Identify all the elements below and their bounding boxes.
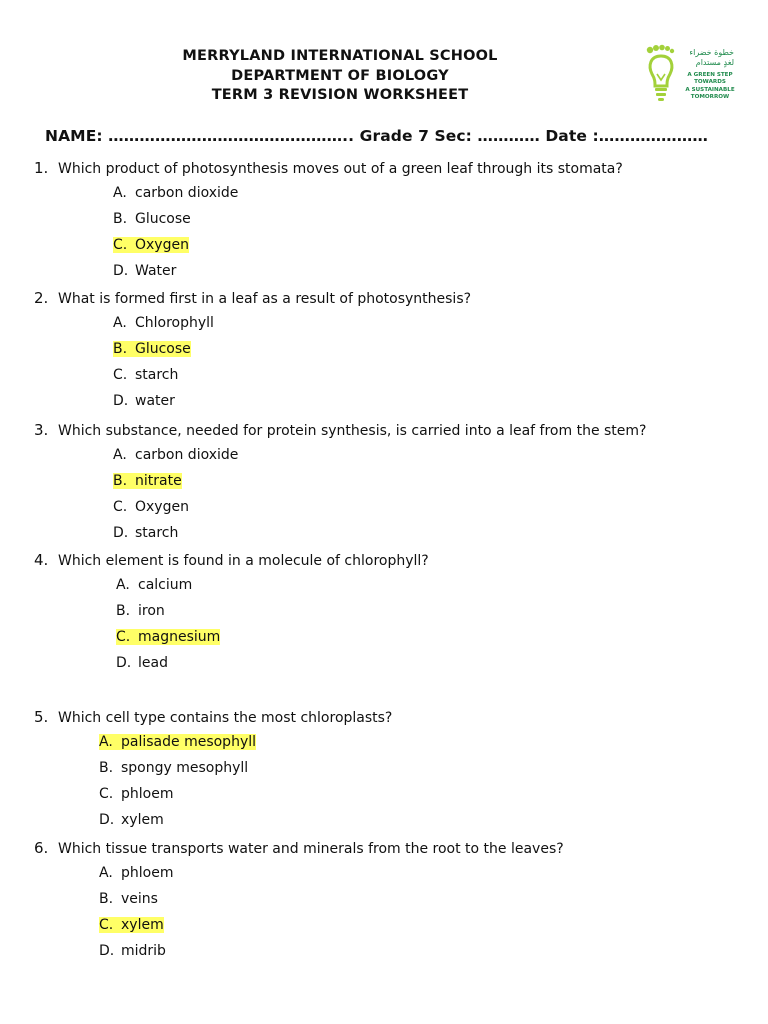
answer-option <box>99 786 173 802</box>
option-text: starch <box>135 525 179 541</box>
option-text: Chlorophyll <box>135 315 214 331</box>
answer-option <box>99 734 256 750</box>
student-info-line: NAME: ……………………………………….. Grade 7 Sec: ………… Date :………………… <box>45 127 708 145</box>
option-content <box>116 577 192 593</box>
option-text: phloem <box>121 786 174 802</box>
option-text: phloem <box>121 865 174 881</box>
highlighted-answer <box>113 237 189 253</box>
highlighted-answer <box>116 629 220 645</box>
option-text: water <box>135 393 175 409</box>
option-text: Water <box>135 263 177 279</box>
option-content <box>99 786 173 802</box>
answer-option <box>99 760 248 776</box>
option-letter: A. <box>99 734 113 750</box>
highlighted-answer <box>113 473 182 489</box>
option-text: palisade mesophyll <box>121 734 257 750</box>
answer-option <box>99 865 173 881</box>
option-letter: C. <box>116 629 131 645</box>
option-letter: A. <box>113 447 127 463</box>
question-text: Which element is found in a molecule of chlorophyll? <box>58 553 429 569</box>
option-letter: B. <box>113 211 128 227</box>
question-text: Which substance, needed for protein synthesis, is carried into a leaf from the stem? <box>58 423 647 439</box>
option-text: iron <box>138 603 165 619</box>
question-6 <box>34 839 564 857</box>
option-content <box>113 367 178 383</box>
option-text: spongy mesophyll <box>121 760 249 776</box>
option-letter: C. <box>113 237 128 253</box>
option-text: calcium <box>138 577 193 593</box>
option-letter: D. <box>99 943 115 959</box>
option-text: carbon dioxide <box>135 447 239 463</box>
option-letter: C. <box>99 917 114 933</box>
answer-option <box>116 603 165 619</box>
question-number: 5. <box>34 708 49 726</box>
option-letter: B. <box>116 603 131 619</box>
option-letter: C. <box>113 367 128 383</box>
option-content <box>113 263 176 279</box>
question-text: Which cell type contains the most chloroplasts? <box>58 710 393 726</box>
question-number: 3. <box>34 421 49 439</box>
option-text: veins <box>121 891 158 907</box>
question-text: Which product of photosynthesis moves out of a green leaf through its stomata? <box>58 161 623 177</box>
question-number: 2. <box>34 289 49 307</box>
question-2 <box>34 289 471 307</box>
highlighted-answer <box>99 734 256 750</box>
answer-option <box>113 499 189 515</box>
question-3 <box>34 421 646 439</box>
option-text: carbon dioxide <box>135 185 239 201</box>
option-content <box>113 499 189 515</box>
option-letter: B. <box>99 760 114 776</box>
option-letter: A. <box>116 577 130 593</box>
answer-option <box>99 917 164 933</box>
option-letter: D. <box>116 655 132 671</box>
answer-option <box>99 812 164 828</box>
option-letter: D. <box>113 393 129 409</box>
question-4 <box>34 551 429 569</box>
option-text: magnesium <box>138 629 221 645</box>
highlighted-answer <box>113 341 191 357</box>
answer-option <box>113 263 176 279</box>
answer-option <box>116 655 168 671</box>
option-content <box>99 760 248 776</box>
answer-option <box>99 891 158 907</box>
option-content <box>113 185 238 201</box>
question-number: 6. <box>34 839 49 857</box>
option-text: Glucose <box>135 211 191 227</box>
answer-option <box>113 447 238 463</box>
worksheet-title: TERM 3 REVISION WORKSHEET <box>211 87 469 103</box>
option-content <box>99 812 164 828</box>
answer-option <box>113 185 238 201</box>
option-letter: B. <box>113 473 128 489</box>
highlighted-answer <box>99 917 164 933</box>
answer-option <box>116 577 192 593</box>
footprint-bulb-icon <box>642 44 682 104</box>
question-text: What is formed first in a leaf as a result of photosynthesis? <box>58 291 472 307</box>
option-content <box>99 891 158 907</box>
answer-option <box>113 525 178 541</box>
question-1 <box>34 159 623 177</box>
worksheet-header <box>0 47 680 106</box>
option-content <box>113 525 178 541</box>
option-text: nitrate <box>135 473 182 489</box>
option-text: Oxygen <box>135 237 189 253</box>
option-letter: B. <box>113 341 128 357</box>
answer-option <box>116 629 220 645</box>
option-letter: A. <box>99 865 113 881</box>
option-content <box>113 315 214 331</box>
option-text: Glucose <box>135 341 191 357</box>
department-name: DEPARTMENT OF BIOLOGY <box>231 67 449 84</box>
option-letter: C. <box>113 499 128 515</box>
option-text: lead <box>138 655 168 671</box>
option-letter: D. <box>99 812 115 828</box>
option-text: midrib <box>121 943 166 959</box>
answer-option <box>99 943 166 959</box>
logo-english-text: A GREEN STEP TOWARDS A SUSTAINABLE TOMORROW <box>685 72 735 101</box>
option-letter: B. <box>99 891 114 907</box>
option-text: xylem <box>121 812 164 828</box>
question-text: Which tissue transports water and minerals from the root to the leaves? <box>58 841 564 857</box>
option-content <box>116 603 165 619</box>
answer-option <box>113 473 182 489</box>
answer-option <box>113 367 178 383</box>
option-content <box>116 655 168 671</box>
option-content <box>113 447 238 463</box>
question-5 <box>34 708 392 726</box>
answer-option <box>113 211 191 227</box>
option-text: starch <box>135 367 179 383</box>
option-letter: D. <box>113 263 129 279</box>
option-text: xylem <box>121 917 164 933</box>
question-number: 1. <box>34 159 49 177</box>
answer-option <box>113 393 175 409</box>
option-content <box>99 943 166 959</box>
option-letter: A. <box>113 185 127 201</box>
option-content <box>99 865 173 881</box>
option-content <box>113 393 175 409</box>
school-name: MERRYLAND INTERNATIONAL SCHOOL <box>182 48 498 64</box>
option-letter: D. <box>113 525 129 541</box>
option-text: Oxygen <box>135 499 189 515</box>
option-letter: A. <box>113 315 127 331</box>
logo-arabic-text: خطوة خضراء لغدٍ مستدام <box>689 48 734 67</box>
green-step-logo <box>640 44 744 108</box>
option-content <box>113 211 191 227</box>
answer-option <box>113 237 189 253</box>
answer-option <box>113 341 191 357</box>
option-letter: C. <box>99 786 114 802</box>
answer-option <box>113 315 214 331</box>
question-number: 4. <box>34 551 49 569</box>
